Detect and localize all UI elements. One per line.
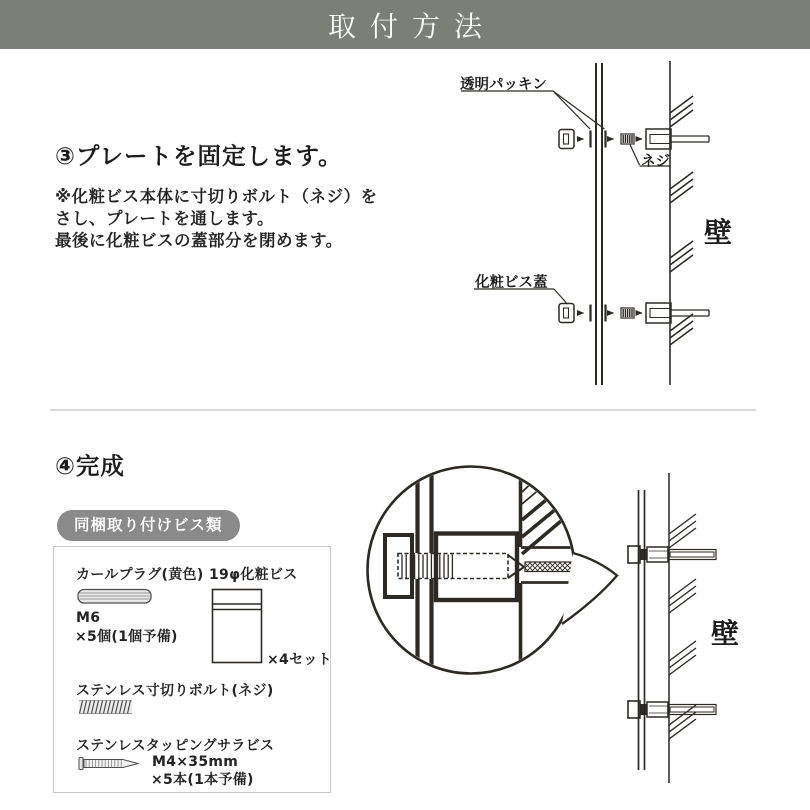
bolt-illustration	[77, 697, 135, 717]
step4-heading: ④完成	[55, 452, 125, 480]
part-decoscrew-qty: ×4セット	[267, 652, 332, 668]
part-tapping-size: M4×35mm	[152, 754, 239, 770]
screw-label: ネジ	[641, 154, 670, 170]
part-tapping-name: ステンレスタッピングサラビス	[76, 738, 275, 754]
wall-hatching	[670, 96, 693, 345]
step3-body-line1: ※化粧ビス本体に寸切りボルト（ネジ）を	[55, 187, 378, 206]
part-plug-qty: ×5個(1個予備)	[75, 629, 178, 645]
packing-label: 透明パッキン	[460, 77, 547, 93]
part-decoscrew-name: 19φ化粧ビス	[209, 567, 298, 583]
part-bolt-name: ステンレス寸切りボルト(ネジ)	[76, 683, 274, 699]
step3-body-line3: 最後に化粧ビスの蓋部分を閉めます。	[55, 231, 343, 250]
section-divider	[50, 409, 756, 411]
part-plug-name: カールプラグ(黄色)	[76, 567, 204, 583]
wall-label-step3: 壁	[704, 216, 733, 249]
tapping-screw-illustration	[78, 755, 140, 772]
cross-section-interior	[385, 466, 602, 674]
part-plug-size: M6	[76, 610, 101, 626]
step3-heading: ③プレートを固定します。	[55, 142, 343, 170]
plate-lines	[596, 63, 602, 385]
plug-illustration	[77, 588, 153, 605]
page-title: 取付方法	[327, 9, 496, 43]
step3-body	[55, 186, 378, 252]
step3-body-line2: さし、プレートを通します。	[55, 209, 275, 228]
decoscrew-illustration	[211, 588, 263, 664]
cap-label: 化粧ビス蓋	[475, 275, 548, 291]
included-parts-badge: 同梱取り付けビス類	[57, 510, 240, 541]
part-tapping-qty: ×5本(1本予備)	[151, 772, 254, 788]
cross-section-bubble-svg	[360, 458, 626, 682]
page-header	[0, 0, 810, 49]
plate-lines	[639, 490, 645, 770]
wall-hatching	[669, 514, 696, 739]
included-parts-box	[53, 546, 331, 793]
wall-label-step4: 壁	[711, 617, 740, 650]
